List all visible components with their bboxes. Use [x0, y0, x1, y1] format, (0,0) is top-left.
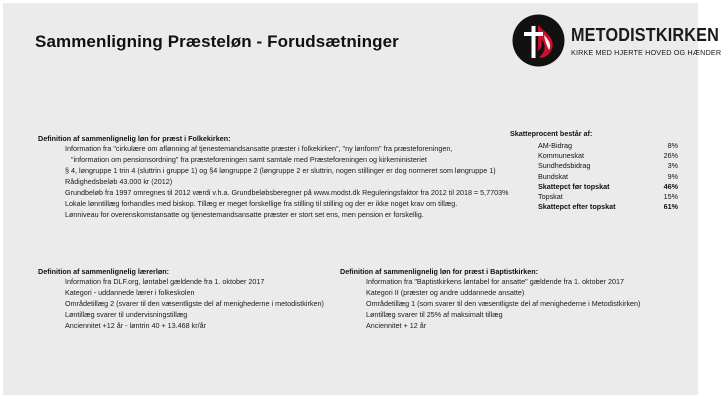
slide [3, 3, 721, 395]
tax-row-label: Bundskat [538, 171, 568, 181]
laerer-heading: Definition af sammenlignelig lærerløn: [38, 267, 169, 276]
tax-row-total [538, 182, 678, 192]
logo-name: METODISTKIRKEN [571, 25, 720, 45]
folkekirken-line: Information fra "cirkulære om aflønning af tjenestemandsansatte præster i folkekirken", "ny lønform" fra præsteforeningen, [65, 144, 453, 153]
folkekirken-line: "information om pensionsordning" fra præsteforeningen samt samtale med Præsteforeningen og kirkeministeriet [71, 155, 427, 164]
tax-row-value: 15% [663, 191, 678, 201]
laerer-line: Anciennitet +12 år - løntrin 40 + 13.468 kr/år [65, 321, 207, 330]
laerer-line: Information fra DLF.org, løntabel gældende fra 1. oktober 2017 [65, 277, 265, 286]
page-title: Sammenligning Præsteløn - Forudsætninger [35, 32, 399, 51]
tax-row-total [538, 202, 678, 212]
tax-row [538, 161, 678, 171]
baptist-line: Områdetillæg 1 (som svarer til den væsentligste del af menighederne i Metodistkirken) [366, 299, 641, 308]
tax-row-value: 8% [667, 141, 678, 150]
folkekirken-line: Rådighedsbeløb 43.000 kr (2012) [65, 177, 173, 186]
baptist-line: Løntillæg svarer til 25% af maksimalt tillæg [366, 310, 503, 319]
folkekirken-line: Lokale lønntillæg forhandles med biskop. Tillæg er meget forskellige fra stilling til stilling og der er ikke noget krav om tillæg. [65, 199, 458, 208]
tax-row-label: Skattepct efter topskat [538, 202, 616, 212]
skatteprocent-heading: Skatteprocent består af: [510, 129, 593, 138]
logo-tagline: KIRKE MED HJERTE HOVED OG HÆNDER [571, 48, 721, 57]
folkekirken-line: Grundbeløb fra 1997 omregnes til 2012 værdi v.h.a. Grundbeløbsberegner på www.modst.dk Reguleringsfaktor fra 2012 til 2018 = 5,7703% [65, 188, 509, 197]
tax-row-value: 9% [667, 171, 678, 181]
folkekirken-line: Lønniveau for overenskomstansatte og tjenestemandsansatte præster er stort set ens, men pension er forskellig. [65, 210, 424, 219]
tax-row [538, 172, 678, 182]
tax-row-label: Skattepct før topskat [538, 181, 610, 191]
tax-row-label: AM-Bidrag [538, 141, 572, 150]
tax-row-value: 3% [667, 161, 678, 171]
tax-row-label: Kommuneskat [538, 151, 584, 161]
cross-and-flame-logo-icon [511, 13, 566, 68]
laerer-line: Områdetillæg 2 (svarer til den væsentligste del af menighederne i metodistkirken) [65, 299, 324, 308]
tax-row-value: 26% [663, 151, 678, 161]
tax-row [538, 192, 678, 202]
baptist-heading: Definition af sammenlignelig løn for præst i Baptistkirken: [340, 267, 539, 276]
tax-row-value: 46% [663, 181, 678, 191]
folkekirken-heading: Definition af sammenlignelig løn for præst i Folkekirken: [38, 134, 231, 143]
tax-row-label: Topskat [538, 191, 563, 201]
baptist-line: Kategori II (præster og andre uddannede ansatte) [366, 288, 525, 297]
baptist-line: Information fra "Baptistkirkens løntabel for ansatte" gældende fra 1. oktober 2017 [366, 277, 625, 286]
skatteprocent-table [538, 141, 678, 212]
logo [511, 13, 721, 73]
laerer-line: Løntillæg svarer til undervisningstillæg [65, 310, 188, 319]
tax-row-value: 61% [663, 202, 678, 212]
laerer-line: Kategori - uddannede lærer i folkeskolen [65, 288, 195, 297]
tax-row-label: Sundhedsbidrag [538, 161, 591, 171]
tax-row [538, 141, 678, 151]
baptist-line: Anciennitet + 12 år [366, 321, 427, 330]
folkekirken-line: § 4, løngruppe 1 trin 4 (sluttrin i gruppe 1) og §4 løngruppe 2 (løngruppe 2 er sluttrin, nogen stillinger er dog normeret som løngruppe 1) [65, 166, 496, 175]
tax-row [538, 151, 678, 161]
